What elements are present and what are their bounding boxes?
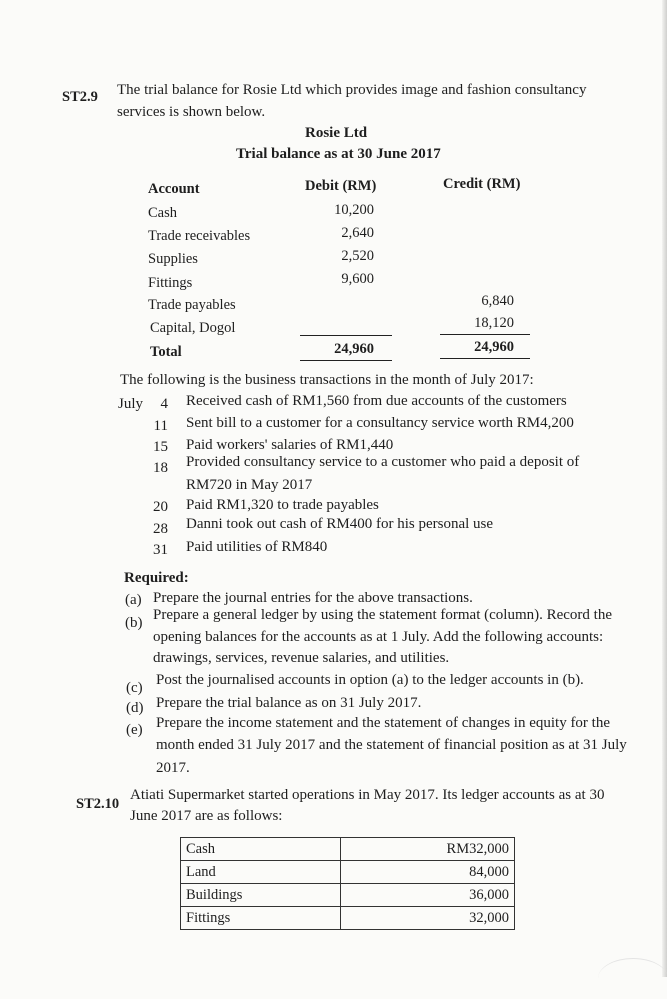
transaction-day: 15 — [153, 439, 168, 455]
table-row — [181, 884, 515, 907]
transactions-month: July — [118, 396, 144, 412]
required-text: Post the journalised accounts in option (a) to the ledger accounts in (b). — [156, 672, 584, 688]
transaction-day: 11 — [153, 418, 168, 434]
ledger-accounts-table — [180, 837, 515, 930]
header-account: Account — [148, 181, 200, 197]
question-intro-line2: June 2017 are as follows: — [130, 808, 283, 824]
required-text: Prepare the trial balance as on 31 July 2017. — [156, 695, 422, 711]
row-credit: 18,120 — [474, 315, 514, 331]
table-cell-amount: RM32,000 — [340, 838, 514, 861]
header-debit: Debit (RM) — [305, 178, 377, 194]
required-letter: (e) — [126, 722, 143, 738]
table-cell-amount: 32,000 — [340, 907, 514, 930]
transaction-day: 28 — [153, 521, 168, 537]
transaction-text: Danni took out cash of RM400 for his personal use — [186, 516, 494, 532]
transaction-text: Paid utilities of RM840 — [186, 539, 328, 555]
table-cell-account: Fittings — [181, 907, 341, 930]
header-credit: Credit (RM) — [443, 176, 521, 192]
table-row — [181, 838, 515, 861]
required-letter: (d) — [126, 700, 144, 716]
credit-total-rule-bottom — [440, 358, 530, 359]
table-cell-account: Land — [181, 861, 341, 884]
row-account: Capital, Dogol — [150, 320, 236, 336]
total-credit: 24,960 — [474, 339, 514, 355]
transaction-text: Received cash of RM1,560 from due accounts of the customers — [186, 393, 567, 409]
debit-total-rule-bottom — [300, 360, 392, 361]
table-row — [181, 861, 515, 884]
trial-balance-company: Rosie Ltd — [305, 125, 368, 141]
required-label: Required: — [124, 570, 189, 586]
row-debit: 2,520 — [341, 248, 374, 264]
row-account: Cash — [148, 205, 177, 221]
transaction-day: 31 — [153, 542, 168, 558]
required-text: Prepare the income statement and the statement of changes in equity for the — [156, 715, 611, 731]
table-cell-amount: 36,000 — [340, 884, 514, 907]
row-debit: 9,600 — [341, 271, 374, 287]
transactions-intro: The following is the business transactions in the month of July 2017: — [120, 372, 534, 388]
page-curl-mark — [598, 958, 667, 999]
total-label: Total — [150, 344, 182, 360]
question-intro-line1: Atiati Supermarket started operations in May 2017. Its ledger accounts as at 30 — [130, 787, 605, 803]
required-letter: (a) — [125, 592, 142, 608]
transaction-text-continued: RM720 in May 2017 — [186, 477, 313, 493]
row-account: Trade payables — [148, 297, 236, 313]
table-cell-account: Cash — [181, 838, 341, 861]
required-text: drawings, services, revenue salaries, and utilities. — [153, 650, 450, 666]
required-text: Prepare the journal entries for the above transactions. — [153, 590, 473, 606]
row-debit: 2,640 — [341, 225, 374, 241]
table-row — [181, 907, 515, 930]
row-account: Supplies — [148, 251, 198, 267]
transaction-text: Paid workers' salaries of RM1,440 — [186, 437, 394, 453]
transaction-day: 20 — [153, 499, 168, 515]
page-edge-shadow — [662, 0, 667, 977]
required-letter: (c) — [126, 680, 143, 696]
row-account: Fittings — [148, 275, 193, 291]
question-number-st2-10: ST2.10 — [76, 796, 120, 812]
credit-total-rule-top — [440, 334, 530, 335]
row-debit: 10,200 — [334, 202, 374, 218]
question-intro-line2: services is shown below. — [117, 104, 266, 120]
question-intro-line1: The trial balance for Rosie Ltd which provides image and fashion consultancy — [117, 82, 587, 98]
total-debit: 24,960 — [334, 341, 374, 357]
table-cell-account: Buildings — [181, 884, 341, 907]
transaction-text: Provided consultancy service to a customer who paid a deposit of — [186, 454, 580, 470]
debit-total-rule-top — [300, 335, 392, 336]
row-credit: 6,840 — [481, 293, 514, 309]
transaction-day: 4 — [160, 396, 168, 412]
required-text: Prepare a general ledger by using the statement format (column). Record the — [153, 607, 612, 623]
required-text: 2017. — [156, 760, 190, 776]
required-letter: (b) — [125, 615, 143, 631]
transaction-day: 18 — [153, 460, 168, 476]
table-cell-amount: 84,000 — [340, 861, 514, 884]
required-text: month ended 31 July 2017 and the statement of financial position as at 31 July — [156, 737, 627, 753]
transaction-text: Paid RM1,320 to trade payables — [186, 497, 379, 513]
row-account: Trade receivables — [148, 228, 251, 244]
trial-balance-subtitle: Trial balance as at 30 June 2017 — [236, 146, 441, 162]
required-text: opening balances for the accounts as at 1 July. Add the following accounts: — [153, 629, 604, 645]
question-number-st2-9: ST2.9 — [62, 89, 98, 105]
transaction-text: Sent bill to a customer for a consultancy service worth RM4,200 — [186, 415, 574, 431]
